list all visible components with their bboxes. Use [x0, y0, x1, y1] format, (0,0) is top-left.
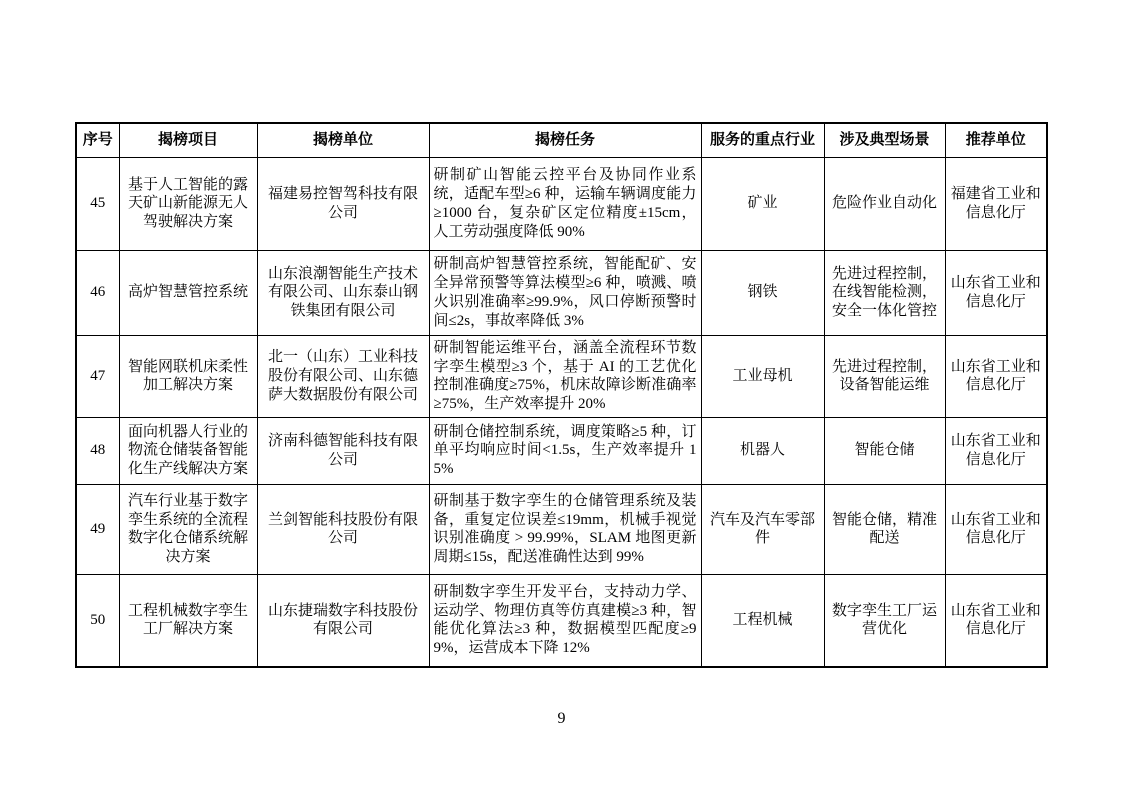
header-cell-recommender: 推荐单位 [945, 123, 1047, 157]
cell-recommender: 山东省工业和信息化厅 [945, 574, 1047, 667]
cell-recommender: 山东省工业和信息化厅 [945, 335, 1047, 417]
cell-recommender: 山东省工业和信息化厅 [945, 250, 1047, 335]
cell-recommender: 福建省工业和信息化厅 [945, 157, 1047, 250]
table-row [76, 574, 1047, 667]
cell-project: 工程机械数字孪生工厂解决方案 [119, 574, 257, 667]
cell-task: 研制矿山智能云控平台及协同作业系统，适配车型≥6 种，运输车辆调度能力≥1000 台，复杂矿区定位精度±15cm，人工劳动强度降低 90% [429, 157, 701, 250]
cell-project: 面向机器人行业的物流仓储装备智能化生产线解决方案 [119, 417, 257, 484]
cell-scenario: 先进过程控制，在线智能检测，安全一体化管控 [824, 250, 945, 335]
cell-serial: 46 [76, 250, 119, 335]
cell-serial: 45 [76, 157, 119, 250]
header-row [76, 123, 1047, 157]
header-cell-unit: 揭榜单位 [257, 123, 429, 157]
cell-project: 汽车行业基于数字孪生系统的全流程数字化仓储系统解决方案 [119, 484, 257, 574]
table-row [76, 417, 1047, 484]
cell-serial: 47 [76, 335, 119, 417]
cell-recommender: 山东省工业和信息化厅 [945, 417, 1047, 484]
page-number: 9 [557, 710, 566, 727]
table-row [76, 335, 1047, 417]
cell-scenario: 智能仓储，精准配送 [824, 484, 945, 574]
cell-industry: 工程机械 [701, 574, 824, 667]
cell-industry: 钢铁 [701, 250, 824, 335]
cell-unit: 山东浪潮智能生产技术有限公司、山东泰山钢铁集团有限公司 [257, 250, 429, 335]
header-cell-serial: 序号 [76, 123, 119, 157]
header-cell-scenario: 涉及典型场景 [824, 123, 945, 157]
cell-task: 研制数字孪生开发平台，支持动力学、运动学、物理仿真等仿真建模≥3 种，智能优化算法≥3 种，数据模型匹配度≥99%，运营成本下降 12% [429, 574, 701, 667]
cell-project: 基于人工智能的露天矿山新能源无人驾驶解决方案 [119, 157, 257, 250]
header-cell-industry: 服务的重点行业 [701, 123, 824, 157]
cell-project: 智能网联机床柔性加工解决方案 [119, 335, 257, 417]
header-cell-project: 揭榜项目 [119, 123, 257, 157]
cell-industry: 汽车及汽车零部件 [701, 484, 824, 574]
cell-industry: 工业母机 [701, 335, 824, 417]
cell-unit: 北一（山东）工业科技股份有限公司、山东德萨大数据股份有限公司 [257, 335, 429, 417]
cell-industry: 矿业 [701, 157, 824, 250]
cell-serial: 48 [76, 417, 119, 484]
table-row [76, 157, 1047, 250]
cell-task: 研制基于数字孪生的仓储管理系统及装备，重复定位误差≤19mm，机械手视觉识别准确度 > 99.99%，SLAM 地图更新周期≤15s，配送准确性达到 99% [429, 484, 701, 574]
cell-unit: 兰剑智能科技股份有限公司 [257, 484, 429, 574]
cell-unit: 山东捷瑞数字科技股份有限公司 [257, 574, 429, 667]
cell-task: 研制仓储控制系统，调度策略≥5 种，订单平均响应时间<1.5s，生产效率提升 15% [429, 417, 701, 484]
table-row [76, 484, 1047, 574]
cell-task: 研制高炉智慧管控系统，智能配矿、安全异常预警等算法模型≥6 种，喷溅、喷火识别准确率≥99.9%，风口停断预警时间≤2s，事故率降低 3% [429, 250, 701, 335]
cell-recommender: 山东省工业和信息化厅 [945, 484, 1047, 574]
cell-scenario: 先进过程控制，设备智能运维 [824, 335, 945, 417]
cell-unit: 济南科德智能科技有限公司 [257, 417, 429, 484]
cell-scenario: 智能仓储 [824, 417, 945, 484]
cell-task: 研制智能运维平台，涵盖全流程环节数字孪生模型≥3 个，基于 AI 的工艺优化控制准确度≥75%，机床故障诊断准确率≥75%，生产效率提升 20% [429, 335, 701, 417]
cell-unit: 福建易控智驾科技有限公司 [257, 157, 429, 250]
cell-industry: 机器人 [701, 417, 824, 484]
cell-serial: 49 [76, 484, 119, 574]
project-list-table [75, 122, 1048, 668]
cell-serial: 50 [76, 574, 119, 667]
cell-project: 高炉智慧管控系统 [119, 250, 257, 335]
table-row [76, 250, 1047, 335]
header-cell-task: 揭榜任务 [429, 123, 701, 157]
cell-scenario: 数字孪生工厂运营优化 [824, 574, 945, 667]
cell-scenario: 危险作业自动化 [824, 157, 945, 250]
